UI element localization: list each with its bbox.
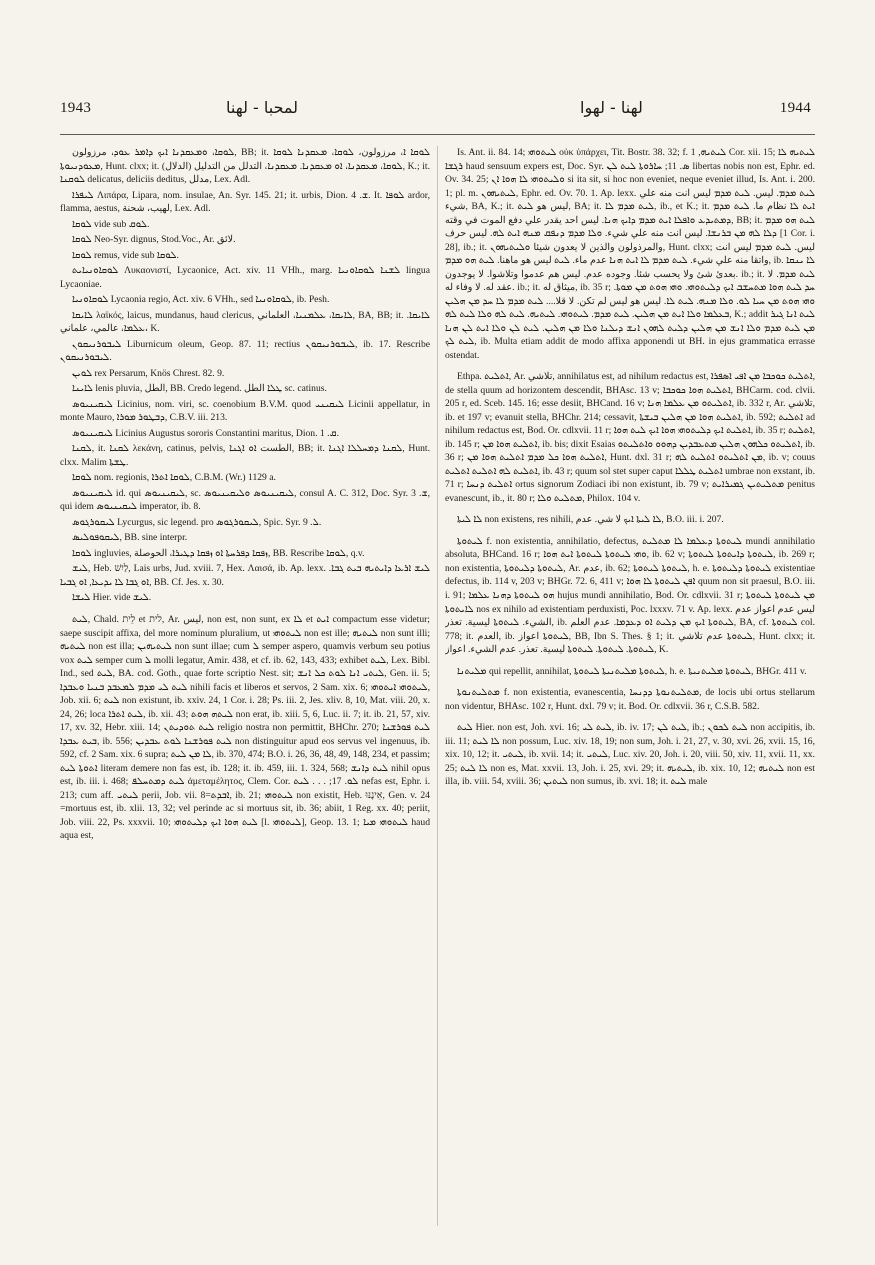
dictionary-entry: ܠܘܩܐ ingluvies, ܙܦܩܐ ܕܦܪܚܬܐ ܐܘ ܙܦܩܐ ܕܛܝܪܐ، الحوصلة, BB. Rescribe ܠܘܩܐ, q.v. <box>72 547 365 559</box>
dictionary-entry: ܠܘܩܐ vide sub ܠܘܩ. <box>72 218 150 230</box>
dictionary-entry: ܠܝܩܘܦܘܠܝܣ, BB. sine interpr. <box>72 532 188 544</box>
dictionary-entry: ܠܐܝܢܐ lenis pluvia, الطل, BB. Credo legend. ܛܠܐ الطل sc. catinus. <box>72 383 327 395</box>
dictionary-entry: ܠܝܬ, Chald. לֵית et לית, Ar. ليس, non est, non sunt, ex ܠܐ et ܐܝܬ compactum esse videtur; saepe suscipit affixa, del more nominum pluralium, ut ܠܝܬܘܗܝ non est ille; ܠܝܬܝܗ non sunt illi; ܠܝܬܝܗ non est illa; ܠܝܬܝܗܝܢ non sunt illae; cum ܠ semper aspero, quamvis verbum seu potius vox ܠܝܬ semper cum ܠ molli legatur, Amir. 438, et cf. ib. 62, 143, 433; exhibet ܠܝܬ, Lex. Bibl. Ind., sed ܠܝܬ, BA. cod. Goth., quae forte scriptio Nest. sit; ܠܝܬܝ ܐܢܐ ܠܘܬ ܟܠ ܐܢܫ, Gen. ii. 5; ܠܝܬ ܠܝ ܡܕܡ ܠܡܥܒܕ ܒܢܝܐ ܘܥܒܕܐ nihili facis et liberos et servos, 2 Sam. xix. 6; ܠܝܬܘܗܝ ܐܝܬܘܗܝ, Job. xii. 6; ܠܝܬ non existunt, ib. xxiv. 24, 1 Cor. i. 28; Ps. iii. 2, Jes. xliv. 8, 10, Mat. viii. 20, x. 24, 26; loca ܠܝܬ ܐܬܪܐ, ib. xii. 43; ܠܝܬܗ ܗܘܬ non erat, ib. xiii. 5, 6, Luc. ii. 7; it. ib. 21, 57, xiv. 17, xv. 32, Hebr. xiii. 14; ܠܝܬ ܬܘܕܝܬܢ religio nostra non permittit, BHChr. 270; ܠܝܬ ܦܘܪܫܢܐ ܒܝܬ ܥܒܕܐ, ib. 556; ܠܝܬ ܦܘܪܫܢܐ ܠܘܬ ܥܒܕܝܢ non distinguitur apud eos servus vel ingenuus, ib. 592, cf. 2 Sam. xix. 6 supra; ܠܐ ܡܢ ܠܝܬ, ib. 370, 474; B.O. i. 26, 36, 48, 49, 148, 234, et passim; ܐܬܘܬܐ ܠܝܬ literam demere non fas est, ib. 128; it. ib. 459, iii. 1. 324, 568; ܠܝܬ ܕܐܢܫ nihil opus est, ib. iii. i. 468; ܠܝܬ ܕܡܬܚܠܦ ἀμεταμέλητος, Clem. Cor. ܠܘ. 17; . . . ܠܝܬ nefas est, Ephr. i. 213; cum aff. ܠܝܬܝ perii, Job. vii. 8=ܐܒܕܬ, ib. 21; ܠܝܬܘܗܝ non existit, Heb. אֵינֶנּוּ, Gen. v. 24 =mortuus est, ib. xlii. 13, 32; vel perinde ac si mortuus sit, ib. 36; abiit, 1 Reg. xx. 40; periit, Job. viii. 22, Ps. xxxvii. 10; ܠܝܬ ܗܘܐ ܐܝܟ ܕܠܝܬܘܗܝ [l. ܠܝܬܘܗܝ], Geop. 13. 1; ܠܝܬܘܗܝ ܡܝܐ haud aqua est, <box>60 613 430 842</box>
dictionary-entry: ܠܘܩܐ، ܘܡܥܩܕܢܐ ܐܝܟ ܕܐܡܪ ܥܘܕ، مرزولون, BB; it. ܠܘܩܐ ܐ، مرزولون، ܠܘܩܐ، ܡܥܩܕܢܐ ܠܘܩܐ ܡܥܘܕܢܝܘܬܐ, Hunt. clxx; it. ܠܘܩܐ، ܡܥܩܕܢܐ، ܐܘ ܡܥܩܕܢܐ. ܡܥܩܕܢܐ، التدلل من التدليل (الدلال), K.; it. ܠܘܩܢܐ delicatus, deliciis deditus, مدلل, Lex. Adl. <box>60 147 430 186</box>
dictionary-entry: ܡܠܝܬܢܐ qui repellit, annihilat, ܠܝܬܘܬܐ ܡܠܝܬܢܝܬܐ ܠܝܬܘܬܐ, h. e. ܠܝܬܘܬܐ ܡܠܝܬܢܝܬܐ, BHGr. 411 v. <box>457 665 807 677</box>
dictionary-entry: ܠܝܩܝܢܝܘܣ Licinius, nom. viri, sc. coenobium B.V.M. quod ܠܝܩܝܢܝ Licinii appellatur, in monte Mauro, ܕܒܛܘܪ ܡܘܪܐ, C.B.V. iii. 213. <box>60 398 430 424</box>
dictionary-entry: ܠܝܬܘܬܐ f. non existentia, annihilatio, defectus, ܠܝܬܘܬܐ ܕܥܠܡܐ ܠܐ ܡܬܠܝܬ mundi annihilatio absoluta, BHCand. 16 r; ܘܗܝ ܠܝܬܘܬܐ ܠܝܬܘܬܐ ܐܝܬ ܗܘܐ, ib. 62 v; ܠܝܬܘܬܐ ܕܐܝܬܘܬܐ ܠܝܬܘܬܐ, ib. 269 r; non existentia, ܠܝܬܘܬܐ ܕܠܝܬܘܬܐ, Ar. عدم, ib. 62; ܠܝܬܘܬܐ ܠܝܬܘܬܐ, h. e. ܠܝܬܘܬܐ ܕܠܝܬܘܬܐ existentiae defectus, ib. 114 v, 203 v; BHGr. 72. 6, 411 v; ܐܦܢ ܠܝܬܘܬܐ ܠܐ ܗܘܐ quum non sit praesul, B.O. iii. i. 91; ܗܘ ܠܝܬܘܬܐ ܕܗܢܐ ܥܠܡܐ hujus mundi annihilatio, Bod. Or. cdlxvii. 31 r; ܡܢ ܠܝܬܘܬܐ ܠܝܬܘܬܐ ܠܐܝܬܘܬܐ nos ex nihilo ad existentiam perduxisti, Poc. lxxxv. 71 v. Ap. lexx. ليس عدم اعواز عدم الشيء. ܠܝܬܘܬܐ ليسية. تعذر, ib. ܠܝܬܘܬܐ ܐܝܟ ܡܢ ܕܠܝܬ ܐܘ ܕܥܕܡܐ. عدم العلم, BA, cf. ܠܝܬܘܬܐ col. 778; it. العدم, ib. ܠܝܬܘܬܐ اعواز, BB, Ibn S. Thes. § 1; it. ܠܝܬܘܬܐ عدم تلاشي, Hunt. clxx; it. ܠܝܬܘܬܐ. ܠܝܬܘܬܐ. ܠܝܬܘܬܐ ليسية. تعذر. عدم الشيء. اعواز, K. <box>445 535 815 656</box>
dictionary-entry: ܠܝܩܝܢܝܘܣ Licinius Augustus sororis Constantini maritus, Dion. ܩ. 1. <box>72 427 339 439</box>
header-rule <box>60 134 815 135</box>
dictionary-entry: ܠܝܒܘܪܢܝܩܘܢ Liburnicum oleum, Geop. 87. 11; rectius ܠܝܒܘܪܢܝܩܘܢ, ib. 17. Rescribe ܠܝܒܘܪܢܝܩܘܢ. <box>60 338 430 364</box>
dictionary-entry: ܠܘܩܐ Neo-Syr. dignus, Stod.Voc., Ar. لائق. <box>72 234 236 246</box>
page-header <box>0 92 875 132</box>
dictionary-entry: ܠܘܩܐ remus, vide sub ܠܘܩܐ. <box>72 249 179 261</box>
dictionary-entry: ܠܝܫ, Heb. לַיִשׁ, Lais urbs, Jud. xviii. 7, Hex. Λαισά, ib. Ap. lexx. ܠܝܫ ܐܪܥܐ ܕܐܝܬܝܗ ܒܝܬ ܓܒܐ. ܐܘ ܓܒܐ ܠܐ ܝܕܝܥܐ, ܐܘ ܓܒܝܐ, BB. Cf. Jes. x. 30. <box>60 563 430 588</box>
right-page-number: 1944 <box>779 100 811 116</box>
dictionary-entry: Is. Ant. ii. 84. 14; ܠܝܬܘܗܝ οὐκ ὑπάρχει, Tit. Bostr. 38. 32; f. ܠܝܬܝܗ, 1 Cor. xii. 15; ܠܝܬܝܗ ܠܐ ܪܓܫܐ haud sensuum expers est, Doc. Syr. ܣ. 11; ܚܐܪܘܬܐ ܠܝܬ ܠܢ libertas nobis non est, Ephr. ed. Ov. 34. 25; ܘܠܝܬܘܗܝ ܠܐ ܗܘܐ ܐܢ si ita sit, si hoc non eveniet, neque eveniet illud, Is. Ant. i. 200. 1; pl. m. ܠܝܬܝܗܘܢ, Ephr. ed. Ov. 70. 1. Ap. lexx. ܠܝܬ ܡܕܡ. ليس. ܠܝܬ ܡܕܡ ليس انت منه علي شيء, BA, K.; it. ليس هو ܠܝܬ, BA; it. ܠܝܬ ܡܕܡ ܠܐ, ib., et K.; it. ܐܝܬ ܠܐ نظام ما. ܠܝܬ ܡܕܡ ܕܡܬܝܕܥ ܘܐܦܠܐ ܐܝܬ ܡܕܡ ܕܐܝܟ ܗܢܐ. ليس احد يقدر علي دفع الموت في وقته, BB; it. ܠܝܬ ܗܘ ܡܕܡ ܕܠܐ ܠܗ ܡܢ ܒܪܢܫܐ. ليس انت منه علي شيء. ܘܠܐ ܡܕܡ ܕܢܦܩ ܡܢܗ ܐܝܬ ܠܗ. ليس حرف [1 Cor. i. 28], ib.; it. والمرذولون والذين لا يعدون شيئا ܘܠܝܬܝܗܘܢ, Hunt. clxx; ليس. ܠܝܬ ܡܕܡ ليس انت واتقا منه علي شيء. ܠܝܬ ܡܕܡ ܠܐ ܐܝܬ ܗܢܐ عدم ماء. ܠܝܬ ليس هو ماهنا. ܠܝܬ ܗܘ ܡܕܡ, ib. ܠܐ ܝܢܩܐ بعدئ شئ ولا يحسب شئا. وجوده عدم. ليس هم عدموا وتلاشوا. لا يوجدون. ib.; it. ܠܝܬ ܡܕܡ. لا عقد له. لا وفاء له. ib.; it. ميثاق له, ib. 35 r; ܚܕ ܠܝܬ ܗܘܐ ܡܬܚܫܒ ܐܝܟ ܕܠܝܬܘܗܝ. ܘܗܝ ܗܘܬ ܡܢ ܡܘܬܐ. ܘܗܝ ܗܘܬ ܡܢ ܚܝܐ ܠܘ. ܘܠܐ ܡܢܗ. ܠܝܬ ܠܐ. ليس هو ليس لم تكن. لا قلا.... ܠܝܬ ܡܕܡ ܠܐ ܚܕ ܡܢ ܗܠܝܢ ܒܥܠܡܐ ܘܠܐ ܐܝܬ ܡܢ ܗܠܝܢ. ܠܝܬ ܡܕܡ. ܠܝܬܘܗܝ. ܠܝܬܝܗ. ܠܝܬ ܠܗ ܘܠܐ ܠܝܬ ܠܗ, K.; addit ܠܝܬ ܐܢܐ ܓܝܪ ܡܢ ܠܝܬ ܡܕܡ ܘܠܐ ܐܢܫ ܡܢ ܗܠܝܢ ܕܠܝܬ ܠܗܘܢ ܐܢܫ ܕܝܠܢܐ ܘܠܐ ܡܢ ܗܠܝܢ. ܠܝܬ ܠܢ ܘܠܐ ܐܝܬ ܠܢ ܗܢܐ ܠܝܬ ܠܟ, ib. Multa etiam addit de modo affixa apponendi ut BH. in ejus grammatica errasse ostendat. <box>445 147 815 361</box>
dictionary-entry: ܠܝܩܘܪܓܘܣ Lycurgus, sic legend. pro ܠܝܩܘܪܓܘܣ, Spic. Syr. ܠ. 9. <box>72 516 322 528</box>
dictionary-entry: ܠܘܩܐ nom. regionis, ܠܘܩܐ ܐܬܪܐ, C.B.M. (Wr.) 1129 a. <box>72 472 276 484</box>
dictionary-entry: Ethpa. ܐܬܠܝܬ, Ar. تلاشي, annihilatus est, ad nihilum redactus est, ܐܬܠܝܬ ܟܘܟܒܐ ܡܢ ܐܦܝ ܐܣܦܪܐ, de stella quum ad horizontem descendit, BHAsc. 13 v; ܐܬܠܝܬ ܗܘܐ ܟܘܟܒܐ, BHCarm. cod. clvii. 205 r, ed. Sceb. 145. 16; esse desiit, BHCand. 16 v; ܐܬܠܝܬܘ ܡܢ ܥܠܡܐ ܗܢܐ, ib. 332 r, Ar. تلاشي, ib. et 197 v; evanuit stella, BHChr. 214; cessavit, ܐܬܠܝܬ ܗܘܐ ܡܢ ܗܠܝܢ ܒܝܫܬܐ, ib. 592; ܐܬܠܝܬ ad nihilum redactus est, Bod. Or. cdlxvii. 11 r; ܐܬܠܝܬ ܐܝܟ ܕܠܝܬܘܗܝ ܗܘܐ ܐܝܟ ܠܝܬ ܗܘܐ, ib. 35 r; ܐܬܠܝܬ, ib. 145 r; ܐܬܠܝܬ ܗܘܐ ܡܢ, ib. bis; dixit Esaias ܐܬܠܝܬܘ ܟܠܗܘܢ ܗܠܝܢ ܡܬܥܒܕܝܢ ܕܗܘܘ ܘܐܬܠܝܬܘ, ib. 36 r; ܐܬܠܝܬ ܗܘܐ ܟܠ ܡܕܡ ܐܬܠܝܬ ܗܘܐ ܡܢ, Hunt. dxl. 31 r; ܡܢ ܐܬܠܝܬܘ ܐܬܠܝܬ ܠܗ, ib. v; couus ܐܬܠܝܬ ܠܗ ܐܬܠܝܬ ܐܬܠܝܬ, ib. 43 r; quum sol stet super caput ܐܬܠܝܬ ܛܠܠܐ umbrae non exstant, ib. 71 r; ܐܬܠܝܬ ܕܢܚܐ ortus signorum Zodiaci ibi non existunt, ib. 79 v; ܡܬܠܝܬܝܢ ܓܡܝܪܐܝܬ penitus evanescunt, ib., it. 80 r; ܡܬܠܝܬ ܘܠܐ, Philox. 104 v. <box>445 371 815 504</box>
left-running-head: لمحبا - لهنا <box>226 98 299 117</box>
dictionary-entry: ܠܐ ܠܝܬܐ non existens, res nihili, ܠܐ ܠܝܬܐ ܐܝܟ لا شي. عدم, B.O. iii. i. 207. <box>457 514 724 526</box>
dictionary-entry: ܠܝܦܪܐ Λιπάρα, Lipara, nom. insulae, An. Syr. 145. 21; it. urbis, Dion. ܫ. 4. It. ܠܘܦܐ ardor, flamma, aestus, لهيب، شحنة, Lex. Adl. <box>60 189 430 215</box>
dictionary-entry: ܠܘܩܐܘܢܝܐܝܬ Λυκαονιστί, Lycaonice, Act. xiv. 11 VHh., marg. ܠܫܢܐ ܠܘܩܐܘܢܝܐ lingua Lycaoniae. <box>60 265 430 290</box>
dictionary-entry: ܠܘܝܢ rex Persarum, Knös Chrest. 82. 9. <box>72 367 225 379</box>
dictionary-entry: ܠܝܬ Hier. non est, Joh. xvi. 16; ܠܝܬ ܠܝ, ib. iv. 17; ܠܝܬ ܠܢ, ib.; ܠܝܬ ܠܟܘܢ non accipitis, ib. iii. 11; ܠܐ ܠܝܬ non possum, Luc. xiv. 18, 19; non sum, Joh. i. 21, 27, v. 30, xvi. 26, xvii. 15, 16, xix. 10, 12; it. ܠܝܬܝ, ib. xvii. 14; it. ܠܝܬܝ, Luc. xiv. 20, Joh. i. 20, viii. 50, xiv. 11, xvii. 11, xx. 25; ܠܐ ܠܝܬ non es, Mat. xxvii. 13, Joh. i. 25, xvi. 29; it. ܠܝܬܝܗ, ib. xix. 10, 12; ܠܝܬܝܗ non est illa, ib. viii. 54, xviii. 36; ܠܝܬܝܢ non sumus, ib. xvi. 18; it. ܠܝܬ male <box>445 722 815 788</box>
left-page-number: 1943 <box>60 100 92 116</box>
dictionary-entry: ܡܬܠܝܬܢܘܬܐ f. non existentia, evanescentia, ܡܬܠܝܬܢܘܬܐ ܕܕܢܚܐ, de locis ubi ortus stellarum non videntur, BHAsc. 102 r, Hunt. dxl. 79 v; it. Bod. Or. cdlxvii. 36 r, C.S.B. 582. <box>445 687 815 712</box>
dictionary-entry: ܠܘܩܐܘܢܝܐ Lycaonia regio, Act. xiv. 6 VHh., sed ܠܘܩܐܘܢܝܐ, ib. Pesh. <box>72 294 330 306</box>
dictionary-entry: ܠܝܫܐ Hier. vide ܠܝܫ. <box>72 592 152 604</box>
column-divider <box>437 146 438 1226</box>
right-column <box>445 146 815 1231</box>
dictionary-entry: ܠܝܩܝܢܝܘܣ id. qui ܠܝܩܝܢܝܘܣ, sc. ܠܝܩܝܢܝܘܣ ܘܠܝܩܝܢܝܘܣ, consul A. C. 312, Doc. Syr. ܫ. 3, qui idem ܠܝܩܝܢܝܘܣ imperator, ib. 8. <box>60 487 430 513</box>
right-running-head: لهنا - لهوا <box>580 98 643 117</box>
left-column <box>60 146 430 1231</box>
dictionary-entry: ܠܐܝܩܐ λαϊκός, laicus, mundanus, haud clericus, ܠܐܝܩܐ، ܥܠܡܢܝܐ، العلماني, BA, BB; it. ܠܐܝܩܐ. ܥܠܡܐ، عالمي، علماني، K. <box>60 309 430 335</box>
dictionary-entry: ܠܩܢܐ, it. ܠܩܢܐ λεκάνη, catinus, pelvis, الطست ܐܘ ܐܓܢܐ, BB; it. ܠܩܢܐ ܕܡܚܠܠܐ ܐܓܢܐ, Hunt. clxx. Malim ܛܫܬܐ. <box>60 443 430 468</box>
